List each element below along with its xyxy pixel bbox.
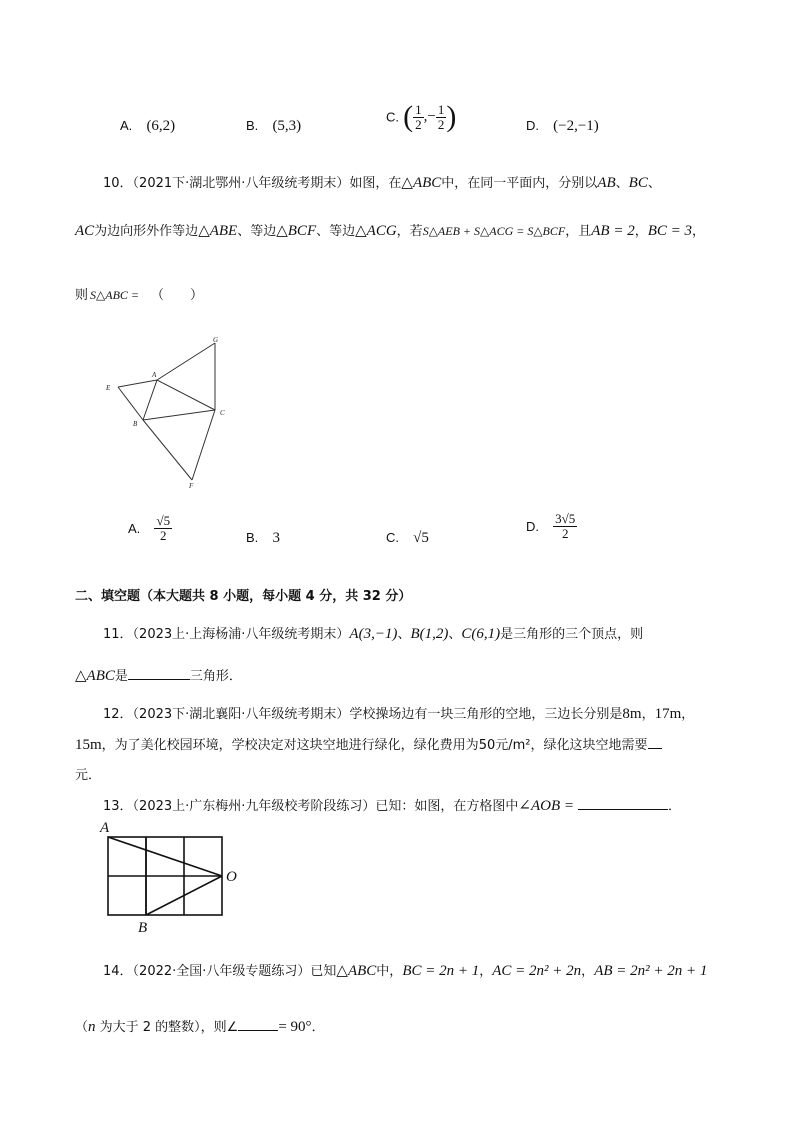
separator: ， — [581, 964, 595, 979]
option-fraction: $\frac{√5}{2}$ — [156, 513, 171, 543]
segment-bf — [143, 420, 192, 480]
question-text: ，为了美化校园环境，学校决定对这块空地进行绿化，绿化费用为 — [101, 738, 479, 753]
separator: ， — [634, 224, 648, 239]
q10-line1 — [103, 172, 661, 192]
q10-option-c[interactable] — [386, 530, 429, 547]
option-sep: , — [423, 108, 428, 125]
option-value: √5 — [413, 530, 429, 546]
question-source: （2022·全国·八年级专题练习） — [132, 964, 311, 979]
q10-figure — [100, 335, 240, 495]
option-letter: A. — [120, 118, 133, 133]
question-number: 14． — [103, 964, 133, 979]
segment-ea — [118, 380, 157, 387]
triangle-acg: △ACG — [355, 223, 397, 239]
q9-option-a[interactable] — [120, 118, 175, 135]
question-text: ，绿化这块空地需要 — [530, 738, 648, 753]
ab-length: AB = 2 — [591, 223, 635, 239]
side-1: 8m — [622, 706, 642, 722]
segment-ag — [157, 343, 215, 380]
label-f: F — [189, 482, 194, 490]
q11-line1 — [103, 623, 643, 643]
label-e: E — [106, 384, 111, 392]
area-abc: S△ABC = — [90, 288, 140, 302]
option-letter: D. — [526, 118, 539, 133]
q10-line2 — [75, 220, 705, 240]
option-letter: A. — [128, 521, 141, 536]
segment-cf — [192, 410, 215, 480]
option-letter: D. — [526, 519, 539, 534]
question-text: 学校操场边有一块三角形的空地，三边长分别是 — [349, 707, 623, 722]
label-b: B — [138, 920, 148, 936]
question-text: ． — [668, 799, 682, 814]
answer-blank[interactable] — [238, 1016, 278, 1031]
segment-bc — [143, 410, 215, 420]
option-paren-close: ) — [446, 100, 457, 133]
option-value: 3 — [272, 530, 280, 546]
q13-grid-figure — [95, 814, 255, 938]
side-2: 17m — [654, 706, 682, 722]
question-text: （ — [75, 1020, 89, 1035]
question-text: ，若 — [396, 224, 423, 239]
q14-line1 — [103, 960, 707, 980]
separator: 、 — [647, 176, 661, 191]
triangle-abe: △ABE — [198, 223, 238, 239]
triangle-abc: △ABC — [401, 175, 442, 191]
side-3: 15m — [75, 737, 102, 753]
segment-bc: BC — [628, 175, 648, 191]
question-source: （2023上·上海杨浦·八年级统考期末） — [132, 627, 350, 642]
option-sign: − — [427, 108, 436, 125]
question-text: 中， — [376, 964, 403, 979]
question-text: 已知：如图，在方格图中 — [375, 799, 519, 814]
option-fraction: $\frac{1}{2}$ — [437, 101, 445, 132]
option-letter: B. — [246, 530, 259, 545]
question-number: 11． — [103, 627, 133, 642]
q11-line2 — [75, 665, 242, 685]
q9-option-c[interactable] — [386, 100, 456, 134]
angle-value: = 90° — [278, 1019, 312, 1035]
separator: ， — [681, 707, 695, 722]
question-number: 12． — [103, 707, 133, 722]
point-c: C(6,1) — [461, 626, 501, 642]
option-value: (6,2) — [146, 118, 176, 134]
triangle-abc: △ABC — [75, 668, 115, 684]
option-fraction: $\frac{1}{2}$ — [415, 101, 422, 132]
question-text: 已知 — [310, 964, 337, 979]
segment-ac — [157, 380, 215, 410]
separator: 、 — [615, 176, 629, 191]
label-a: A — [100, 820, 110, 836]
segment-ab — [143, 380, 157, 420]
point-a: A(3,−1) — [349, 626, 398, 642]
question-source: （2023上·广东梅州·九年级校考阶段练习） — [132, 799, 376, 814]
separator: ， — [641, 707, 655, 722]
option-value: (5,3) — [272, 118, 302, 134]
question-text: ． — [311, 1020, 325, 1035]
label-o: O — [226, 869, 237, 885]
segment-ao — [108, 837, 222, 876]
variable-n: n — [88, 1019, 96, 1035]
q13-line1 — [103, 795, 681, 815]
question-number: 13． — [103, 799, 133, 814]
separator: ， — [479, 964, 493, 979]
separator: ， — [692, 224, 706, 239]
q14-line2 — [75, 1016, 325, 1036]
separator: 、 — [397, 627, 411, 642]
option-value: (−2,−1) — [553, 118, 599, 134]
question-text: 为大于 2 的整数），则∠ — [95, 1020, 239, 1035]
answer-blank[interactable] — [578, 795, 668, 810]
triangle-bcf: △BCF — [276, 223, 317, 239]
question-source: （2021下·湖北鄂州·八年级统考期末） — [132, 176, 350, 191]
point-b: B(1,2) — [410, 626, 449, 642]
segment-ac: AC — [75, 223, 95, 239]
q12-line3 — [75, 764, 101, 783]
area-condition: S△AEB + S△ACG = S△BCF — [422, 224, 566, 238]
question-text: 元． — [75, 768, 102, 783]
option-fraction: $\frac{3√5}{2}$ — [555, 511, 576, 541]
q9-option-b[interactable] — [246, 118, 301, 135]
bc-length: BC = 3 — [647, 223, 693, 239]
q10-option-a[interactable] — [128, 514, 172, 543]
question-text: 中，在同一平面内，分别以 — [441, 176, 598, 191]
q10-line3 — [75, 284, 203, 303]
question-text: 则 — [75, 288, 89, 303]
section-title: 二、填空题（本大题共 8 小题，每小题 4 分，共 32 分） — [75, 589, 412, 604]
label-g: G — [213, 336, 219, 344]
question-text: 、等边 — [237, 224, 277, 239]
answer-paren: （ ） — [151, 288, 204, 303]
segment-eb — [118, 387, 143, 420]
option-letter: C. — [386, 530, 399, 545]
triangle-abc: △ABC — [336, 963, 377, 979]
question-source: （2023下·湖北襄阳·八年级统考期末） — [132, 707, 350, 722]
q10-option-b[interactable] — [246, 530, 280, 547]
q10-option-d[interactable] — [526, 512, 577, 541]
question-text: 是三角形的三个顶点，则 — [500, 627, 644, 642]
bc-expression: BC = 2n + 1 — [402, 963, 480, 979]
angle-aob: ∠AOB = — [518, 798, 575, 814]
question-number: 10． — [103, 176, 133, 191]
label-b: B — [133, 420, 138, 428]
question-text: 如图，在 — [349, 176, 402, 191]
q9-option-d[interactable] — [526, 118, 599, 135]
q12-line1 — [103, 703, 694, 723]
ab-expression: AB = 2n² + 2n + 1 — [594, 963, 708, 979]
answer-blank[interactable] — [128, 665, 190, 680]
label-c: C — [220, 409, 225, 417]
question-text: 为边向形外作等边 — [94, 224, 199, 239]
cost-rate: 50元/m² — [478, 738, 531, 753]
segment-ab: AB — [597, 175, 616, 191]
label-a: A — [152, 371, 157, 379]
option-paren-open: ( — [403, 100, 414, 133]
question-text: 、等边 — [316, 224, 356, 239]
answer-blank[interactable] — [648, 734, 662, 749]
separator: 、 — [448, 627, 462, 642]
option-letter: B. — [246, 118, 259, 133]
q12-line2 — [75, 734, 662, 754]
option-letter: C. — [386, 109, 399, 125]
ac-expression: AC = 2n² + 2n — [492, 963, 582, 979]
question-text: 是 — [114, 669, 128, 684]
question-text: 三角形． — [189, 669, 242, 684]
question-text: ，且 — [565, 224, 592, 239]
